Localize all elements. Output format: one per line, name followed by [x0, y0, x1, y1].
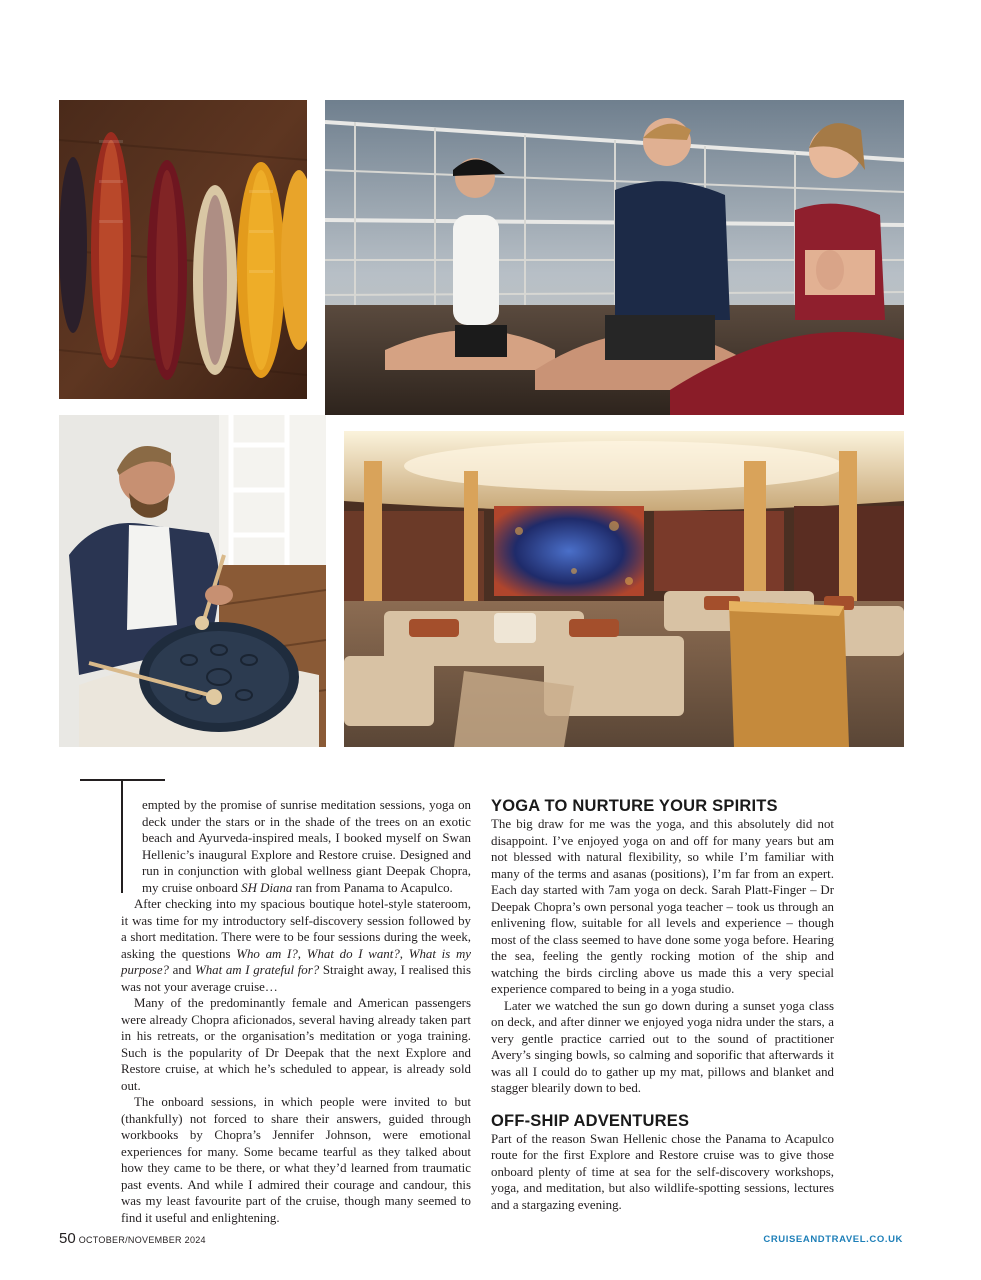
question-4: What am I grateful for?: [194, 963, 320, 977]
issue-date: OCTOBER/NOVEMBER 2024: [78, 1235, 206, 1245]
question-2: What do I want?: [306, 946, 400, 961]
p2-text: After checking into my spacious boutique hotel-style stateroom, it was time for my introductory self-discovery session followed by a short meditation. There were to be four sessions during the week, asking the questions: [121, 897, 471, 961]
q-sep: ,: [297, 946, 307, 961]
heading-yoga: YOGA TO NURTURE YOUR SPIRITS: [491, 797, 778, 815]
photo-corn: [59, 100, 307, 399]
intro-line: Hellenic’s inaugural Explore and Restore cruise. Designed and: [142, 847, 471, 862]
intro-end: ran from Panama to Acapulco.: [292, 880, 453, 895]
intro-line: my cruise onboard: [142, 880, 242, 895]
paragraph-3: Many of the predominantly female and American passengers were already Chopra aficionados, several having already taken part in his retreats, or the organisation’s meditation or yoga training. Such is the popularity of Dr Deepak that the next Explore and Restore cruise, at which he’s scheduled to appear, is already sold out.: [121, 996, 471, 1093]
article-right-column: [491, 796, 834, 1213]
intro-line: deck under the stars or in the shade of the trees on an exotic: [142, 814, 471, 829]
intro-line: run in conjunction with global wellness giant Deepak Chopra,: [142, 864, 471, 878]
paragraph-6: Later we watched the sun go down during a sunset yoga class on deck, and after dinner we enjoyed yoga nidra under the stars, a very gentle practice carried out to the sound of practitioner Avery’s singing bowls, so calming and soporific that afterwards it was all I could do to gather up my mat, pillows and blanket and stagger blearily down to bed.: [491, 998, 834, 1095]
ship-name: SH Diana: [241, 880, 293, 895]
heading-off-ship: OFF-SHIP ADVENTURES: [491, 1111, 690, 1130]
question-1: Who am I?: [236, 946, 298, 961]
q-sep: ,: [399, 946, 409, 961]
intro-line: empted by the promise of sunrise meditation sessions, yoga on: [142, 798, 471, 812]
photo-lounge: [344, 431, 904, 747]
page-number: 50: [59, 1230, 76, 1247]
p2-end: Straight away, I realised this was not your average cruise…: [121, 963, 471, 994]
website-link[interactable]: CRUISEANDTRAVEL.CO.UK: [763, 1234, 903, 1245]
paragraph-7: Part of the reason Swan Hellenic chose the Panama to Acapulco route for the first Explore and Restore cruise was to give those onboard plenty of time at sea for the self-discovery workshops, yoga, and meditation, but also wildlife-spotting sessions, lectures and a stargazing evening.: [491, 1131, 834, 1212]
paragraph-4: The onboard sessions, in which people were invited to but (thankfully) not forced to share their answers, guided through workbooks by Chopra’s Jennifer Johnson, were emotional experiences for many. Some became tearful as they talked about how they came to be there, or what they’d learned from traumatic past events. And while I admired their courage and candour, this was my least favourite part of the cruise, though many seemed to find it useful and enlightening.: [121, 1095, 471, 1225]
intro-block: [142, 797, 471, 896]
intro-line: beach and Ayurveda-inspired meals, I booked myself on Swan: [142, 831, 471, 845]
footer-folio: [59, 1230, 206, 1248]
q-and: and: [168, 963, 195, 977]
article-left-column: [121, 797, 471, 1226]
paragraph-5: The big draw for me was the yoga, and this absolutely did not disappoint. I’ve enjoyed yoga on and off for many years but am not blessed with natural flexibility, so while I’m familiar with many of the terms and asanas (positions), I’m far from an expert. Each day started with 7am yoga on deck. Sarah Platt-Finger – Dr Deepak Chopra’s own personal yoga teacher – took us through an enlivening flow, suitable for all levels and experience – though most of the class seemed to have done some yoga before. Hearing the sea, feeling the gently rocking motion of the ship and watching the birds circling above us made this a very special experience compared to being in a yoga studio.: [491, 817, 834, 996]
question-3: What is my purpose?: [121, 946, 471, 977]
paragraph-2: [121, 896, 471, 995]
photo-handpan: [59, 415, 326, 747]
photo-yoga: [325, 100, 904, 415]
